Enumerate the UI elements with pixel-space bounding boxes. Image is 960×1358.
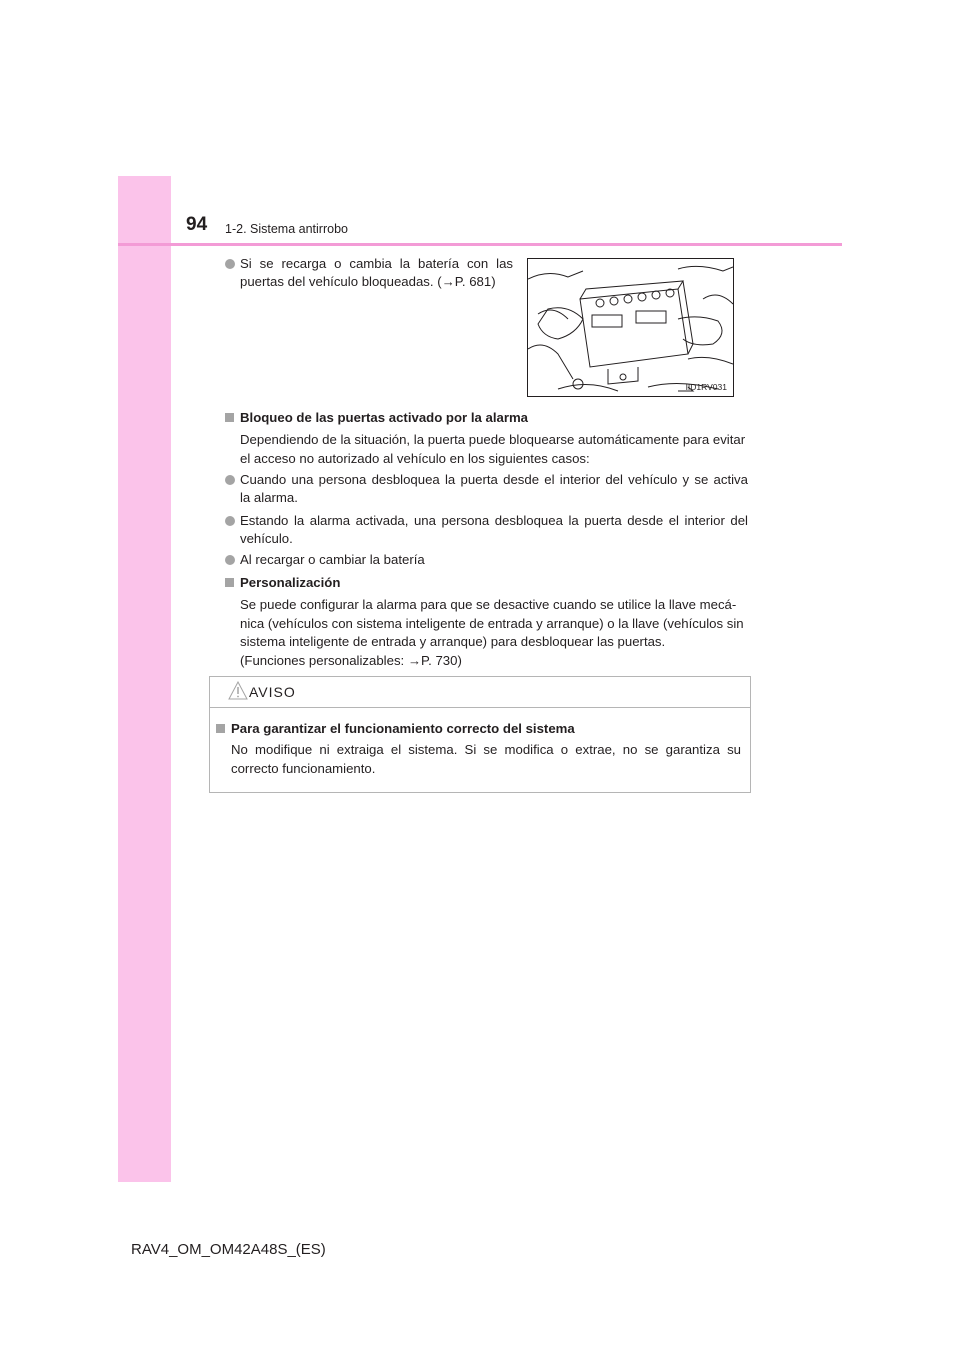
paragraph-line: (Funciones personalizables: →P. 730): [240, 652, 462, 668]
bullet-line: Cuando una persona desbloquea la puerta desde el interior del vehículo y se activa: [240, 472, 748, 487]
warning-title: AVISO: [249, 684, 296, 700]
side-tab-band: [118, 176, 171, 1182]
paragraph-line: No modifique ni extraiga el sistema. Si se modifica o extrae, no se garantiza su: [231, 742, 741, 757]
bullet-line: vehículo.: [240, 531, 293, 546]
bullet-dot-icon: [225, 475, 235, 485]
bullet-line: la alarma.: [240, 490, 298, 505]
paragraph: [240, 431, 748, 468]
list-item: [225, 471, 750, 509]
list-item: [225, 512, 750, 550]
figure-code: IID1RV031: [685, 382, 727, 392]
section-heading-text: Bloqueo de las puertas activado por la alarma: [240, 410, 529, 425]
bullet-line: Al recargar o cambiar la batería: [240, 552, 425, 567]
paragraph: [240, 596, 748, 670]
bullet-line: Estando la alarma activada, una persona desbloquea la puerta desde el interior del: [240, 513, 748, 528]
section-heading-text: Personalización: [240, 575, 341, 590]
bullet-dot-icon: [225, 259, 235, 269]
list-item: [225, 551, 750, 571]
paragraph-line: Dependiendo de la situación, la puerta puede bloquearse automáticamente para evitar: [240, 432, 746, 447]
warning-header: [210, 677, 750, 708]
square-bullet-icon: [225, 578, 234, 587]
bullet-line: Si se recarga o cambia la batería con las: [240, 256, 513, 271]
warning-triangle-icon: [228, 681, 248, 701]
warning-heading-text: Para garantizar el funcionamiento correcto del sistema: [231, 721, 575, 736]
footer-doc-code: RAV4_OM_OM42A48S_(ES): [131, 1241, 326, 1258]
square-bullet-icon: [225, 413, 234, 422]
bullet-dot-icon: [225, 555, 235, 565]
page-number: 94: [186, 214, 208, 235]
warning-box: [209, 676, 751, 793]
header-rule: [118, 243, 842, 246]
list-item: [225, 255, 513, 295]
square-bullet-icon: [216, 724, 225, 733]
bullet-dot-icon: [225, 516, 235, 526]
warning-text: [231, 741, 741, 778]
paragraph-line: correcto funcionamiento.: [231, 760, 376, 776]
paragraph-line: el acceso no autorizado al vehículo en los siguientes casos:: [240, 450, 590, 466]
battery-figure: [527, 258, 734, 397]
paragraph-line: sistema inteligente de entrada y arranque) para desbloquear las puertas.: [240, 634, 666, 649]
section-title: 1-2. Sistema antirrobo: [225, 222, 348, 236]
paragraph-line: nica (vehículos con sistema inteligente de entrada y arranque) o la llave (vehículos sin: [240, 615, 744, 631]
bullet-line: puertas del vehículo bloqueadas. (→P. 681): [240, 274, 496, 289]
paragraph-line: Se puede configurar la alarma para que se desactive cuando se utilice la llave mecá-: [240, 597, 737, 612]
battery-illustration-icon: [528, 259, 733, 396]
